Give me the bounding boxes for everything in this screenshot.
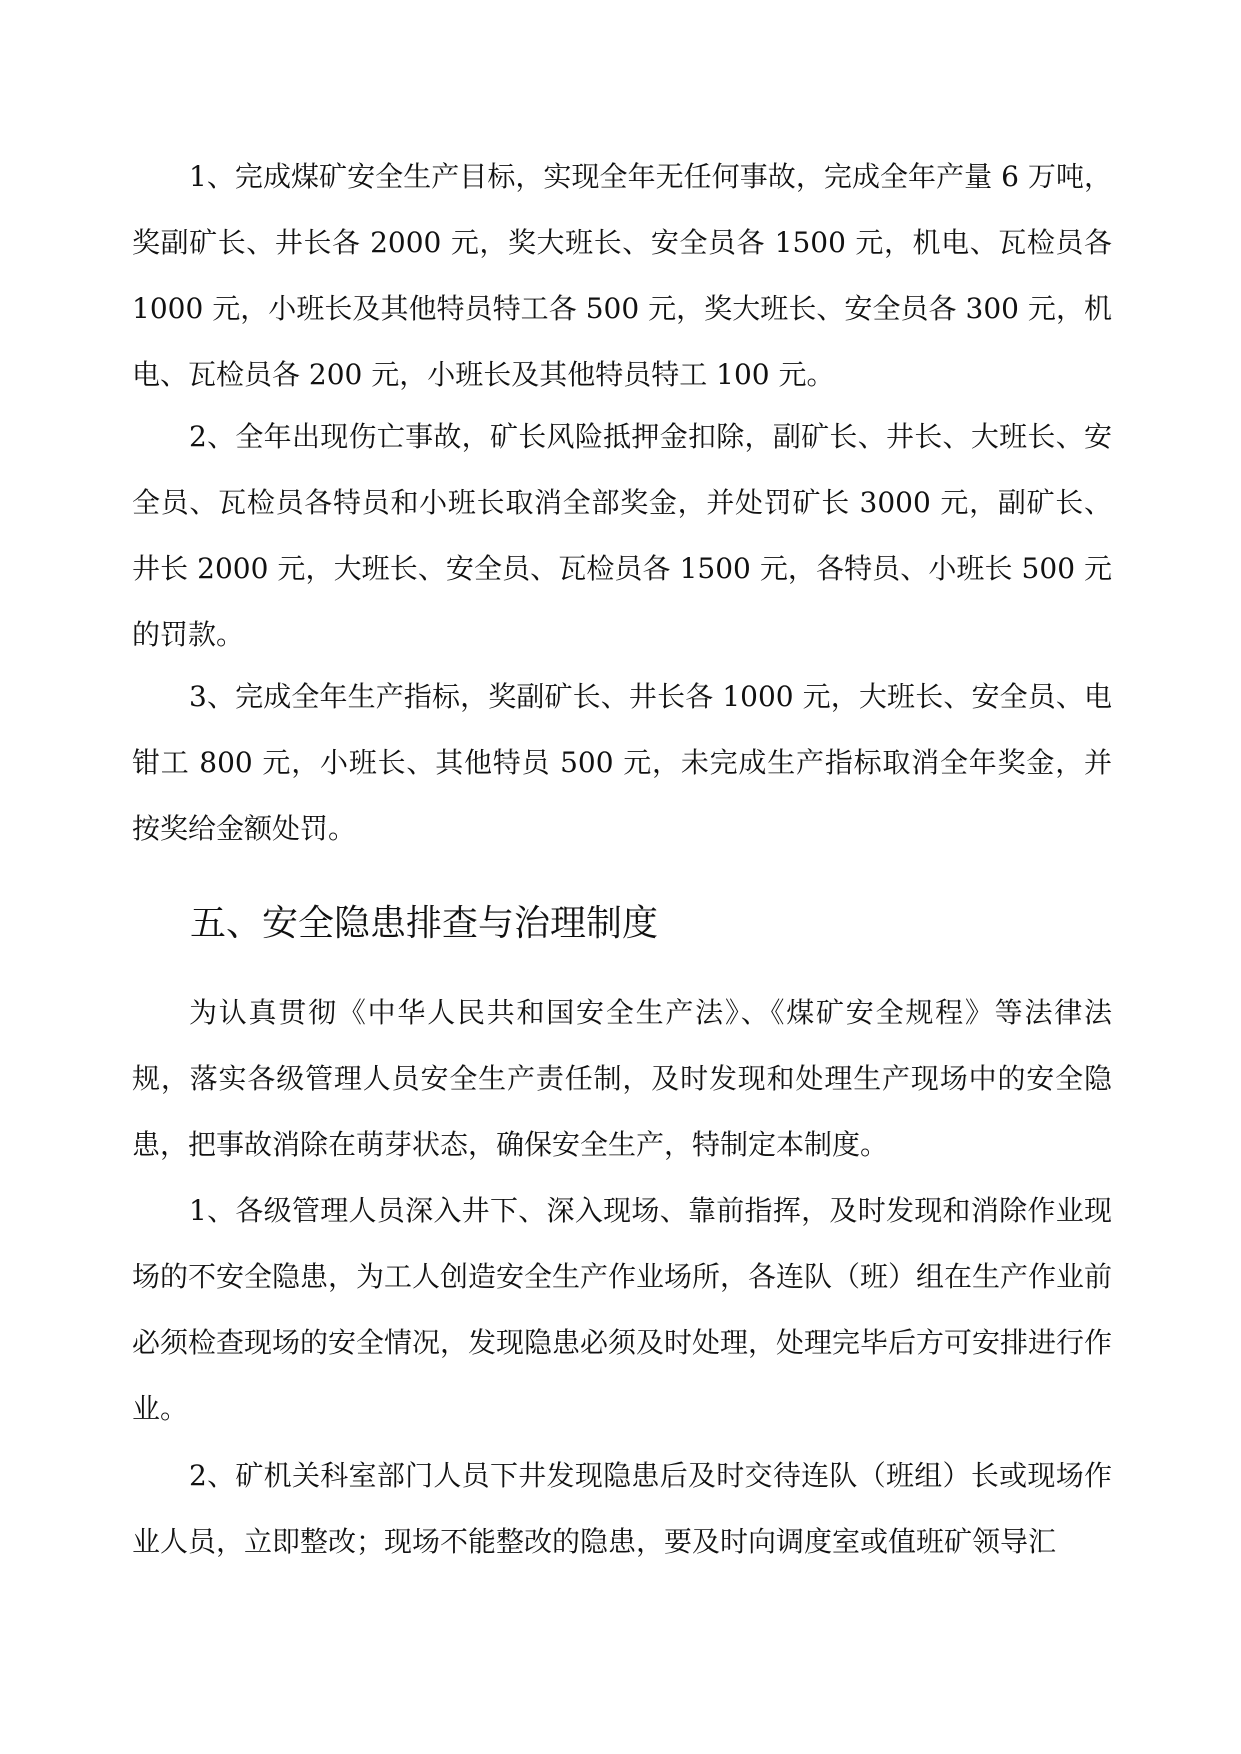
hazard-clause-2-paragraph: 2、矿机关科室部门人员下井发现隐患后及时交待连队（班组）长或现场作业人员，立即整改；现场不能整改的隐患，要及时向调度室或值班矿领导汇 xyxy=(132,1459,1112,1558)
penalty-clause-2-paragraph: 2、全年出现伤亡事故，矿长风险抵押金扣除，副矿长、井长、大班长、安全员、瓦检员各特员和小班长取消全部奖金，并处罚矿长 3000 元，副矿长、井长 2000 元，大班长、安全员、瓦检员各 1500 元，各特员、小班长 500 元的罚款。 xyxy=(132,420,1112,651)
section-intro-paragraph: 为认真贯彻《中华人民共和国安全生产法》、《煤矿安全规程》等法律法规，落实各级管理人员安全生产责任制，及时发现和处理生产现场中的安全隐患，把事故消除在萌芽状态，确保安全生产，特制定本制度。 xyxy=(132,996,1112,1161)
hazard-clause-1-paragraph: 1、各级管理人员深入井下、深入现场、靠前指挥，及时发现和消除作业现场的不安全隐患，为工人创造安全生产作业场所，各连队（班）组在生产作业前必须检查现场的安全情况，发现隐患必须及时处理，处理完毕后方可安排进行作业。 xyxy=(132,1194,1113,1425)
production-clause-3-paragraph: 3、完成全年生产指标，奖副矿长、井长各 1000 元，大班长、安全员、电钳工 800 元，小班长、其他特员 500 元，未完成生产指标取消全年奖金，并按奖给金额处罚。 xyxy=(132,680,1112,845)
reward-clause-1-paragraph: 1、完成煤矿安全生产目标，实现全年无任何事故，完成全年产量 6 万吨，奖副矿长、井长各 2000 元，奖大班长、安全员各 1500 元，机电、瓦检员各 1000 元，小班长及其他特员特工各 500 元，奖大班长、安全员各 300 元，机电、瓦检员各 200 元，小班长及其他特员特工 100 元。 xyxy=(132,160,1112,391)
section-heading: 五、安全隐患排查与治理制度 xyxy=(190,903,659,944)
